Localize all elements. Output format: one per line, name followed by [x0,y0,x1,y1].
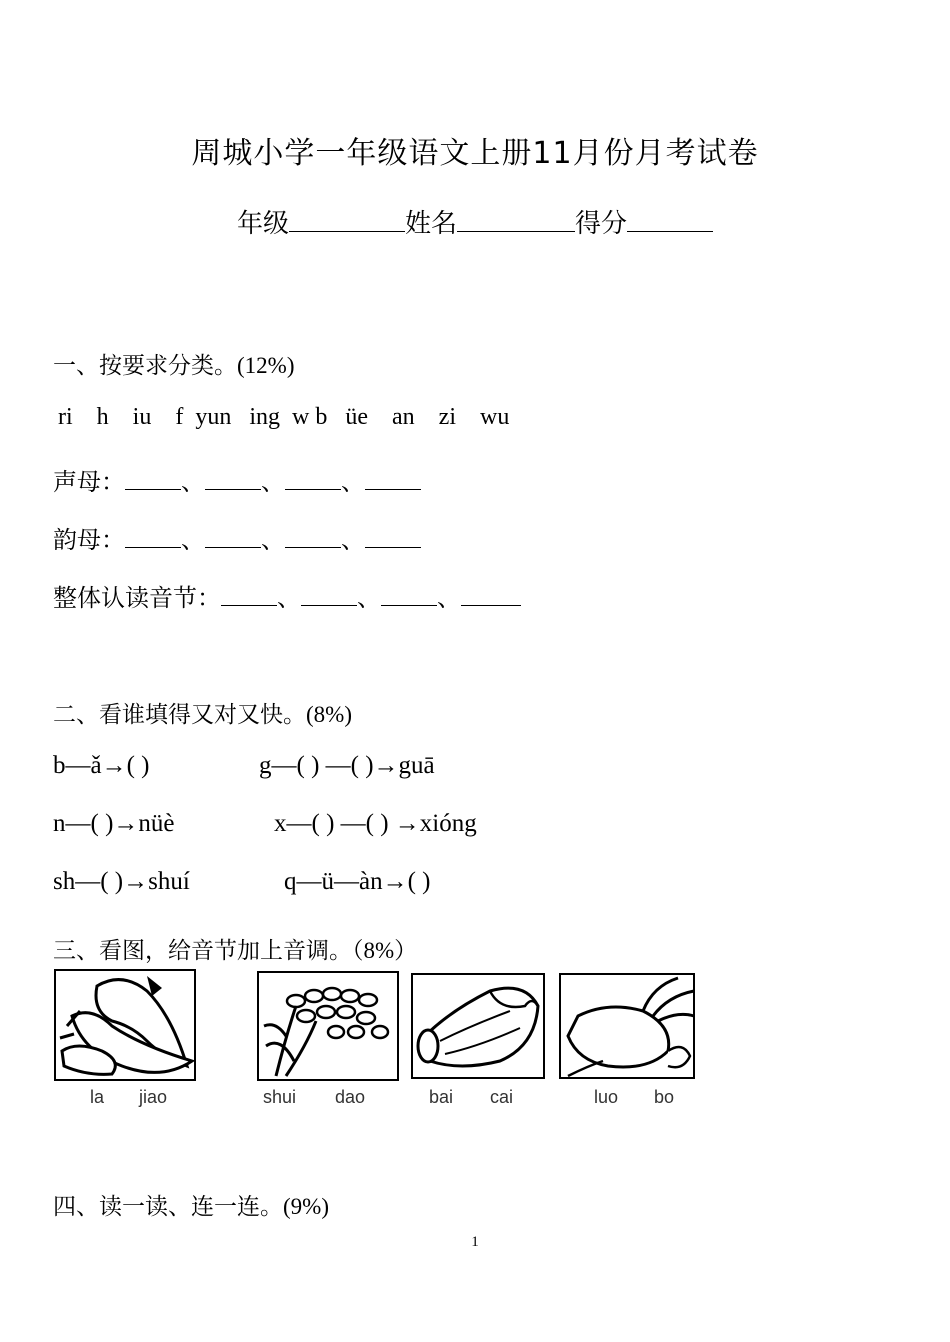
answer-blank[interactable] [365,469,421,490]
grade-label: 年级 [236,209,289,239]
shengmu-label: 声母： [53,470,125,496]
name-blank[interactable] [457,205,575,232]
section2-heading: 二、看谁填得又对又快。(8%) [53,702,352,727]
page-title: 周城小学一年级语文上册11月份月考试卷 [191,136,759,171]
answer-blank[interactable] [125,527,181,548]
picture-syllable: dao [335,1087,366,1107]
score-label: 得分 [575,209,628,239]
picture-syllable: jiao [139,1087,168,1107]
fill-item[interactable]: x—( ) —( ) →xióng [274,810,477,837]
answer-blank[interactable] [301,585,357,606]
picture-syllable: la [90,1087,105,1107]
letter-item: yun [195,404,232,430]
letter-item: b [315,404,328,430]
picture-syllable: luo [594,1087,619,1107]
fill-item[interactable]: b—ǎ→( ) [53,752,150,779]
letter-item: zi [438,404,456,430]
letter-item: iu [132,404,152,430]
fill-item[interactable]: n—( )→nüè [53,810,175,837]
name-label: 姓名 [404,209,457,239]
picture-syllable: shui [263,1087,297,1107]
radish-icon [558,966,698,1111]
letter-item: ri [58,404,73,430]
shengmu-row: 声母： 、 、 、 [53,462,421,497]
section1-heading: 一、按要求分类。(12%) [53,353,295,378]
fill-item[interactable]: q—ü—àn→( ) [284,868,431,895]
fill-item[interactable]: sh—( )→shuí [53,868,190,895]
zhengti-label: 整体认读音节： [53,586,221,612]
chili-pepper-icon [52,966,198,1111]
letter-item: h [96,404,109,430]
letter-item: üe [345,404,369,430]
answer-blank[interactable] [205,527,261,548]
picture-syllable: bo [654,1087,675,1107]
zhengti-row: 整体认读音节： 、 、 、 [53,578,521,613]
answer-blank[interactable] [461,585,521,606]
fill-item[interactable]: g—( ) —( )→guā [259,752,435,779]
answer-blank[interactable] [125,469,181,490]
grade-blank[interactable] [289,205,405,232]
section4-heading: 四、读一读、连一连。(9%) [53,1194,329,1219]
picture-syllable: bai [429,1087,454,1107]
yunmu-label: 韵母： [53,528,125,554]
letter-item: an [392,404,415,430]
answer-blank[interactable] [285,527,341,548]
letter-item: ing [249,404,281,430]
answer-blank[interactable] [221,585,277,606]
answer-blank[interactable] [205,469,261,490]
answer-blank[interactable] [381,585,437,606]
picture-syllable: cai [490,1087,514,1107]
letter-item: w [292,404,310,430]
student-info-line [0,203,950,240]
score-blank[interactable] [627,205,713,232]
answer-blank[interactable] [365,527,421,548]
letter-item: f [175,404,184,430]
yunmu-row: 韵母： 、 、 、 [53,520,421,555]
letter-item: wu [480,404,510,430]
letter-list [58,404,509,431]
section3-heading: 三、看图，给音节加上音调。（8%） [53,938,418,963]
answer-blank[interactable] [285,469,341,490]
page-number: 1 [471,1234,479,1250]
